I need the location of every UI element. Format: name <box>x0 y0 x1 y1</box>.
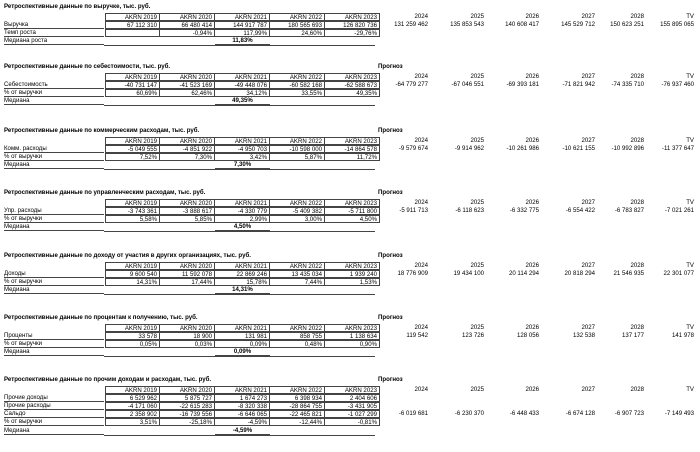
header-row <box>0 386 700 394</box>
forecast-value-cell: -6 019 681 <box>398 410 428 418</box>
forecast-value-cell: 137 177 <box>621 332 644 340</box>
forecast-year-header: 2028 <box>630 13 644 20</box>
hist-year-header: AKRN 2021 <box>215 324 270 332</box>
forecast-value-cell: 128 056 <box>516 332 539 340</box>
hist-value-cell <box>105 29 160 37</box>
row-label: % от выручки <box>4 89 104 97</box>
forecast-value-cell: 132 538 <box>572 332 595 340</box>
hist-value-cell: 13 435 034 <box>270 270 325 278</box>
forecast-value-cell: -9 579 674 <box>398 145 428 153</box>
hist-value-cell: 180 565 693 <box>270 21 325 29</box>
forecast-value-cell: 145 529 712 <box>561 21 595 29</box>
forecast-value-cell: -6 332 775 <box>509 207 539 215</box>
hist-value-cell: 33,55% <box>270 89 325 97</box>
median-underline <box>104 105 375 106</box>
hist-year-header: AKRN 2020 <box>160 73 215 81</box>
hist-value-cell: -4 171 060 <box>105 402 160 410</box>
table-row <box>0 29 700 37</box>
row-label: Комм. расходы <box>4 145 104 153</box>
forecast-value-cell: -10 992 896 <box>611 145 644 153</box>
hist-value-cell: -60 582 168 <box>270 81 325 89</box>
header-row <box>0 199 700 207</box>
median-label: Медиана <box>4 286 104 294</box>
header-row <box>0 13 700 21</box>
forecast-year-header: TV <box>686 386 694 393</box>
forecast-value-cell: -71 821 942 <box>562 81 595 89</box>
forecast-value-cell: -6 118 623 <box>455 207 484 215</box>
median-value: 7,30% <box>215 161 270 169</box>
row-label: % от выручки <box>4 418 104 426</box>
hist-year-header: AKRN 2023 <box>325 137 380 145</box>
forecast-value-cell: 18 776 909 <box>397 270 428 278</box>
row-label: Проценты <box>4 332 104 340</box>
row-label: % от выручки <box>4 215 104 223</box>
section-title: Ретроспективные данные по коммерческим расходам, тыс. руб. <box>4 127 200 134</box>
hist-year-header: AKRN 2020 <box>160 199 215 207</box>
section-7 <box>0 376 700 439</box>
median-label: Медиана <box>4 348 104 356</box>
row-label: Прочие доходы <box>4 394 104 402</box>
hist-value-cell: 0,03% <box>160 340 215 348</box>
hist-value-cell: 34,12% <box>215 89 270 97</box>
hist-value-cell: 60,69% <box>105 89 160 97</box>
table-row <box>0 215 700 223</box>
hist-year-header: AKRN 2019 <box>105 386 160 394</box>
hist-value-cell: 1 674 273 <box>215 394 270 402</box>
median-underline <box>104 294 375 295</box>
forecast-value-cell: -7 149 493 <box>664 410 694 418</box>
table-row <box>0 410 700 418</box>
forecast-year-header: 2027 <box>581 73 595 80</box>
hist-year-header: AKRN 2021 <box>215 262 270 270</box>
header-row <box>0 262 700 270</box>
forecast-year-header: TV <box>686 199 694 206</box>
hist-year-header: AKRN 2021 <box>215 73 270 81</box>
forecast-value-cell: -6 674 128 <box>565 410 595 418</box>
forecast-year-header: 2026 <box>525 262 539 269</box>
row-label: Темп роста <box>4 29 104 37</box>
hist-year-header: AKRN 2019 <box>105 324 160 332</box>
forecast-value-cell: -76 937 460 <box>661 81 694 89</box>
forecast-year-header: 2026 <box>525 137 539 144</box>
forecast-year-header: 2024 <box>414 324 428 331</box>
forecast-year-header: 2027 <box>581 386 595 393</box>
hist-value-cell: 131 981 <box>215 332 270 340</box>
hist-value-cell: -4 330 779 <box>215 207 270 215</box>
hist-value-cell: 2,99% <box>215 215 270 223</box>
median-label: Медиана <box>4 97 104 105</box>
median-label: Медиана <box>4 427 104 435</box>
hist-value-cell: 17,44% <box>160 278 215 286</box>
hist-value-cell: 0,09% <box>215 340 270 348</box>
hist-year-header: AKRN 2019 <box>105 137 160 145</box>
median-underline <box>104 356 375 357</box>
section-title: Ретроспективные данные по доходу от участия в других организациях, тыс. руб. <box>4 252 251 259</box>
table-row <box>0 153 700 161</box>
forecast-value-cell: 150 623 251 <box>610 21 644 29</box>
hist-value-cell: -49 448 076 <box>215 81 270 89</box>
median-underline <box>104 435 375 436</box>
forecast-value-cell: -9 914 962 <box>454 145 484 153</box>
forecast-year-header: TV <box>686 137 694 144</box>
forecast-year-header: 2024 <box>414 73 428 80</box>
forecast-year-header: 2024 <box>414 199 428 206</box>
hist-value-cell: 49,35% <box>325 89 380 97</box>
hist-year-header: AKRN 2022 <box>270 262 325 270</box>
median-label: Медиана <box>4 223 104 231</box>
hist-value-cell: 126 820 736 <box>325 21 380 29</box>
hist-value-cell: 3,51% <box>105 418 160 426</box>
forecast-value-cell: 20 114 294 <box>508 270 539 278</box>
hist-value-cell: -28 864 755 <box>270 402 325 410</box>
hist-year-header: AKRN 2020 <box>160 13 215 21</box>
hist-value-cell: 7,44% <box>270 278 325 286</box>
forecast-year-header: 2026 <box>525 324 539 331</box>
forecast-year-header: 2028 <box>630 386 644 393</box>
forecast-year-header: 2025 <box>470 262 484 269</box>
hist-value-cell: 1,53% <box>325 278 380 286</box>
hist-value-cell: -5 049 555 <box>105 145 160 153</box>
hist-value-cell: -41 523 169 <box>160 81 215 89</box>
forecast-year-header: 2027 <box>581 13 595 20</box>
forecast-year-header: 2025 <box>470 73 484 80</box>
hist-value-cell: -22 465 821 <box>270 410 325 418</box>
table-row <box>0 340 700 348</box>
hist-value-cell: -5 711 800 <box>325 207 380 215</box>
forecast-value-cell: -6 230 370 <box>454 410 484 418</box>
forecast-year-header: 2025 <box>470 324 484 331</box>
median-label: Медиана <box>4 161 104 169</box>
forecast-value-cell: -6 907 723 <box>614 410 644 418</box>
table-row <box>0 394 700 402</box>
table-row <box>0 145 700 153</box>
row-label: Сальдо <box>4 410 104 418</box>
forecast-year-header: 2025 <box>470 199 484 206</box>
hist-value-cell: 1 939 240 <box>325 270 380 278</box>
hist-value-cell: -40 731 147 <box>105 81 160 89</box>
forecast-value-cell: -74 335 710 <box>611 81 644 89</box>
hist-value-cell: 66 480 414 <box>160 21 215 29</box>
forecast-year-header: TV <box>686 13 694 20</box>
forecast-value-cell: -67 046 551 <box>451 81 484 89</box>
median-value: 11,83% <box>215 37 270 45</box>
hist-year-header: AKRN 2022 <box>270 137 325 145</box>
forecast-value-cell: -6 448 433 <box>509 410 539 418</box>
row-label: Выручка <box>4 21 104 29</box>
header-row <box>0 73 700 81</box>
hist-value-cell: 5,85% <box>160 215 215 223</box>
median-underline <box>104 169 375 170</box>
median-row <box>0 348 700 356</box>
forecast-value-cell: -10 621 155 <box>562 145 595 153</box>
forecast-value-cell: 140 608 417 <box>505 21 539 29</box>
section-title: Ретроспективные данные по управленческим расходам, тыс. руб. <box>4 189 206 196</box>
section-title: Ретроспективные данные по процентам к получению, тыс. руб. <box>4 314 198 321</box>
forecast-value-cell: -6 554 422 <box>565 207 595 215</box>
hist-value-cell: 11 592 078 <box>160 270 215 278</box>
section-3 <box>0 127 700 174</box>
median-row <box>0 37 700 45</box>
hist-value-cell: 7,52% <box>105 153 160 161</box>
forecast-year-header: 2027 <box>581 262 595 269</box>
median-row <box>0 286 700 294</box>
hist-value-cell: -4 950 703 <box>215 145 270 153</box>
forecast-value-cell: 123 726 <box>461 332 484 340</box>
row-label: Упр. расходы <box>4 207 104 215</box>
forecast-year-header: 2024 <box>414 13 428 20</box>
median-underline <box>104 45 375 46</box>
forecast-year-header: 2025 <box>470 13 484 20</box>
hist-year-header: AKRN 2023 <box>325 386 380 394</box>
hist-value-cell: -3 431 905 <box>325 402 380 410</box>
hist-year-header: AKRN 2021 <box>215 137 270 145</box>
hist-year-header: AKRN 2020 <box>160 262 215 270</box>
forecast-value-cell: -11 377 647 <box>661 145 694 153</box>
median-value: -4,59% <box>215 427 270 435</box>
forecast-year-header: 2024 <box>414 137 428 144</box>
hist-value-cell: -25,18% <box>160 418 215 426</box>
section-2 <box>0 63 700 110</box>
forecast-value-cell: 155 895 065 <box>660 21 694 29</box>
hist-year-header: AKRN 2020 <box>160 324 215 332</box>
hist-value-cell: -1 027 299 <box>325 410 380 418</box>
section-5 <box>0 252 700 299</box>
table-row <box>0 418 700 426</box>
forecast-year-header: 2026 <box>525 73 539 80</box>
hist-value-cell: -14 864 578 <box>325 145 380 153</box>
forecast-value-cell: -10 261 986 <box>506 145 539 153</box>
header-row <box>0 137 700 145</box>
forecast-label: Прогноз <box>378 376 403 383</box>
forecast-year-header: TV <box>686 73 694 80</box>
hist-value-cell: 1 138 634 <box>325 332 380 340</box>
forecast-value-cell: 21 546 935 <box>613 270 644 278</box>
hist-year-header: AKRN 2020 <box>160 386 215 394</box>
forecast-label: Прогноз <box>378 127 403 134</box>
forecast-year-header: TV <box>686 324 694 331</box>
forecast-year-header: 2028 <box>630 324 644 331</box>
hist-year-header: AKRN 2019 <box>105 13 160 21</box>
section-4 <box>0 189 700 236</box>
hist-year-header: AKRN 2022 <box>270 73 325 81</box>
hist-year-header: AKRN 2022 <box>270 199 325 207</box>
hist-value-cell: 9 600 540 <box>105 270 160 278</box>
hist-value-cell: -8 320 338 <box>215 402 270 410</box>
hist-year-header: AKRN 2022 <box>270 386 325 394</box>
forecast-label: Прогноз <box>378 189 403 196</box>
hist-value-cell: -22 615 283 <box>160 402 215 410</box>
forecast-value-cell: 119 542 <box>406 332 428 340</box>
forecast-year-header: 2028 <box>630 262 644 269</box>
hist-value-cell: -10 598 000 <box>270 145 325 153</box>
hist-year-header: AKRN 2023 <box>325 324 380 332</box>
row-label: % от выручки <box>4 278 104 286</box>
forecast-value-cell: 131 259 462 <box>394 21 428 29</box>
table-row <box>0 278 700 286</box>
table-row <box>0 207 700 215</box>
forecast-year-header: 2027 <box>581 324 595 331</box>
median-row <box>0 223 700 231</box>
median-row <box>0 427 700 435</box>
hist-value-cell: 144 917 787 <box>215 21 270 29</box>
hist-year-header: AKRN 2022 <box>270 13 325 21</box>
section-1 <box>0 3 700 50</box>
forecast-label: Прогноз <box>378 63 403 70</box>
hist-value-cell: 7,30% <box>160 153 215 161</box>
hist-value-cell: 24,60% <box>270 29 325 37</box>
hist-value-cell: 62,46% <box>160 89 215 97</box>
hist-year-header: AKRN 2023 <box>325 262 380 270</box>
hist-year-header: AKRN 2021 <box>215 13 270 21</box>
forecast-year-header: 2025 <box>470 386 484 393</box>
median-value: 49,35% <box>215 97 270 105</box>
table-row <box>0 89 700 97</box>
row-label: Доходы <box>4 270 104 278</box>
hist-value-cell: 6 529 962 <box>105 394 160 402</box>
table-row <box>0 332 700 340</box>
hist-value-cell: 2 358 902 <box>105 410 160 418</box>
hist-value-cell: -29,76% <box>325 29 380 37</box>
forecast-value-cell: -69 393 181 <box>506 81 539 89</box>
hist-year-header: AKRN 2023 <box>325 73 380 81</box>
section-title: Ретроспективные данные по себестоимости, тыс. руб. <box>4 63 171 70</box>
hist-value-cell: -0,81% <box>325 418 380 426</box>
forecast-year-header: 2028 <box>630 199 644 206</box>
hist-year-header: AKRN 2019 <box>105 199 160 207</box>
median-value: 0,09% <box>215 348 270 356</box>
table-row <box>0 81 700 89</box>
hist-value-cell: 18 900 <box>160 332 215 340</box>
row-label: Себестоимость <box>4 81 104 89</box>
hist-value-cell: -62 588 673 <box>325 81 380 89</box>
hist-value-cell: 0,90% <box>325 340 380 348</box>
hist-value-cell: 33 578 <box>105 332 160 340</box>
section-6 <box>0 314 700 361</box>
forecast-year-header: 2025 <box>470 137 484 144</box>
row-label: Прочие расходы <box>4 402 104 410</box>
hist-value-cell: 6 398 934 <box>270 394 325 402</box>
forecast-value-cell: -5 911 713 <box>399 207 428 215</box>
hist-value-cell: 2 404 606 <box>325 394 380 402</box>
hist-value-cell: 3,42% <box>215 153 270 161</box>
forecast-year-header: 2028 <box>630 137 644 144</box>
forecast-value-cell: 20 818 294 <box>564 270 595 278</box>
median-row <box>0 161 700 169</box>
forecast-label: Прогноз <box>378 314 403 321</box>
forecast-value-cell: -6 783 827 <box>614 207 644 215</box>
section-title: Ретроспективные данные по прочим доходам и расходам, тыс. руб. <box>4 376 212 383</box>
forecast-value-cell: 141 978 <box>671 332 694 340</box>
forecast-year-header: 2026 <box>525 386 539 393</box>
hist-value-cell: 0,48% <box>270 340 325 348</box>
forecast-value-cell: 135 853 543 <box>450 21 484 29</box>
hist-year-header: AKRN 2021 <box>215 199 270 207</box>
hist-value-cell: 3,00% <box>270 215 325 223</box>
forecast-label: Прогноз <box>378 252 403 259</box>
forecast-year-header: 2024 <box>414 262 428 269</box>
hist-value-cell: -4 851 922 <box>160 145 215 153</box>
hist-value-cell: -5 409 382 <box>270 207 325 215</box>
median-value: 4,50% <box>215 223 270 231</box>
hist-year-header: AKRN 2021 <box>215 386 270 394</box>
hist-value-cell: 4,50% <box>325 215 380 223</box>
forecast-year-header: 2026 <box>525 13 539 20</box>
hist-value-cell: 14,31% <box>105 278 160 286</box>
hist-year-header: AKRN 2019 <box>105 262 160 270</box>
table-row <box>0 21 700 29</box>
median-underline <box>104 231 375 232</box>
forecast-year-header: 2028 <box>630 73 644 80</box>
header-row <box>0 324 700 332</box>
hist-year-header: AKRN 2023 <box>325 199 380 207</box>
table-row <box>0 270 700 278</box>
row-label: % от выручки <box>4 153 104 161</box>
hist-value-cell: 11,72% <box>325 153 380 161</box>
hist-value-cell: 0,05% <box>105 340 160 348</box>
hist-year-header: AKRN 2023 <box>325 13 380 21</box>
forecast-year-header: 2026 <box>525 199 539 206</box>
hist-value-cell: -3 888 617 <box>160 207 215 215</box>
forecast-value-cell: 19 434 100 <box>453 270 484 278</box>
hist-year-header: AKRN 2020 <box>160 137 215 145</box>
hist-value-cell: 15,78% <box>215 278 270 286</box>
hist-year-header: AKRN 2019 <box>105 73 160 81</box>
section-title: Ретроспективные данные по выручке, тыс. руб. <box>4 3 151 10</box>
hist-value-cell: -12,44% <box>270 418 325 426</box>
hist-value-cell: 67 112 310 <box>105 21 160 29</box>
median-row <box>0 97 700 105</box>
hist-value-cell: 858 755 <box>270 332 325 340</box>
forecast-year-header: 2027 <box>581 137 595 144</box>
hist-year-header: AKRN 2022 <box>270 324 325 332</box>
hist-value-cell: 5,58% <box>105 215 160 223</box>
hist-value-cell: -6 646 065 <box>215 410 270 418</box>
hist-value-cell: -4,59% <box>215 418 270 426</box>
forecast-year-header: 2024 <box>414 386 428 393</box>
median-label: Медиана роста <box>4 37 104 45</box>
hist-value-cell: 117,99% <box>215 29 270 37</box>
forecast-value-cell: -7 021 261 <box>664 207 694 215</box>
hist-value-cell: 22 869 246 <box>215 270 270 278</box>
hist-value-cell: -0,94% <box>160 29 215 37</box>
median-value: 14,31% <box>215 286 270 294</box>
table-row <box>0 402 700 410</box>
hist-value-cell: 5 875 727 <box>160 394 215 402</box>
hist-value-cell: -3 743 361 <box>105 207 160 215</box>
forecast-year-header: 2027 <box>581 199 595 206</box>
forecast-year-header: TV <box>686 262 694 269</box>
hist-value-cell: 5,87% <box>270 153 325 161</box>
forecast-value-cell: 22 301 077 <box>663 270 694 278</box>
forecast-value-cell: -64 779 277 <box>395 81 428 89</box>
hist-value-cell: -16 739 556 <box>160 410 215 418</box>
row-label: % от выручки <box>4 340 104 348</box>
